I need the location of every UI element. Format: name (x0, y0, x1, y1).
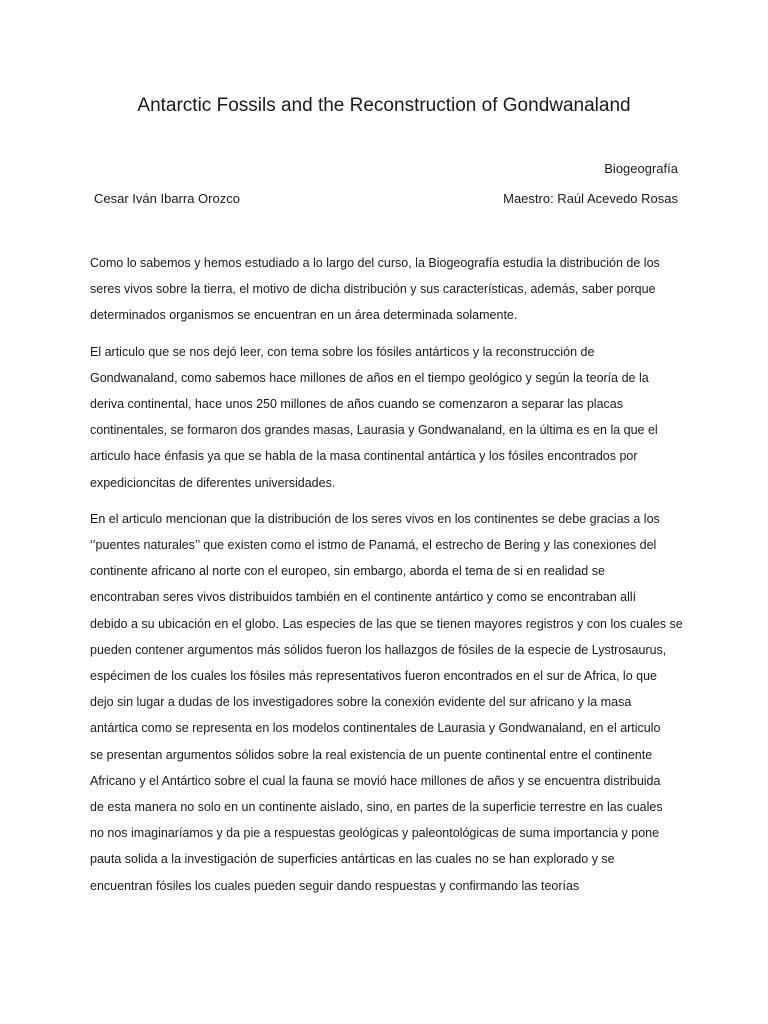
text-line: de esta manera no solo en un continente aislado, sino, en partes de la superficie terrestre en las cuales (90, 800, 663, 815)
text-line: dejo sin lugar a dudas de los investigadores sobre la conexión evidente del sur africano y la masa (90, 695, 632, 710)
paragraph-1 (90, 250, 692, 329)
text-line: se presentan argumentos sólidos sobre la real existencia de un puente continental entre el continente (90, 747, 653, 762)
text-line: continentales, se formaron dos grandes masas, Laurasia y Gondwanaland, en la última es en la que el (90, 423, 658, 438)
text-line: no nos imaginaríamos y da pie a respuestas geológicas y paleontológicas de suma importancia y pone (90, 826, 660, 841)
text-line: espécimen de los cuales los fósiles más representativos fueron encontrados en el sur de Africa, lo que (90, 669, 657, 684)
text-line: expedicioncitas de diferentes universidades. (90, 475, 336, 490)
text-line: encuentran fósiles los cuales pueden seguir dando respuestas y confirmando las teorías (90, 878, 580, 893)
paragraph-3 (90, 506, 692, 899)
text-line: encontraban seres vivos distribuidos también en el continente antártico y como se encontraban allí (90, 590, 637, 605)
document-body (90, 250, 692, 909)
text-line: Como lo sabemos y hemos estudiado a lo largo del curso, la Biogeografía estudia la distribución de los (90, 256, 660, 270)
author-name: Cesar Iván Ibarra Orozco (94, 191, 240, 206)
text-line: seres vivos sobre la tierra, el motivo de dicha distribución y sus características, además, saber porque (90, 282, 656, 297)
text-line: ‘’puentes naturales’’ que existen como el istmo de Panamá, el estrecho de Bering y las conexiones del (90, 538, 657, 553)
text-line: deriva continental, hace unos 250 millones de años cuando se comenzaron a separar las placas (90, 397, 623, 412)
text-line: Africano y el Antártico sobre el cual la fauna se movió hace millones de años y se encuentra distribuida (90, 773, 661, 788)
text-line: debido a su ubicación en el globo. Las especies de las que se tienen mayores registros y con los cuales se (90, 616, 683, 631)
text-line: continente africano al norte con el europeo, sin embargo, aborda el tema de si en realidad se (90, 564, 605, 579)
text-line: determinados organismos se encuentran en un área determinada solamente. (90, 308, 518, 323)
text-line: En el articulo mencionan que la distribución de los seres vivos en los continentes se debe gracias a los (90, 511, 660, 526)
text-line: pauta solida a la investigación de superficies antárticas en las cuales no se han explorado y se (90, 852, 615, 867)
document-title: Antarctic Fossils and the Reconstruction of Gondwanaland (137, 95, 631, 116)
text-line: articulo hace énfasis ya que se habla de la masa continental antártica y los fósiles encontrados por (90, 449, 638, 464)
teacher-name: Maestro: Raúl Acevedo Rosas (503, 191, 678, 206)
text-line: El articulo que se nos dejó leer, con tema sobre los fósiles antárticos y la reconstrucción de (90, 344, 595, 359)
text-line: Gondwanaland, como sabemos hace millones de años en el tiempo geológico y según la teoría de la (90, 370, 649, 385)
paragraph-2 (90, 339, 692, 496)
text-line: antártica como se representa en los modelos continentales de Laurasia y Gondwanaland, en el articulo (90, 721, 661, 736)
text-line: pueden contener argumentos más sólidos fueron los hallazgos de fósiles de la especie de Lystrosaurus, (90, 642, 667, 657)
course-subject: Biogeografía (604, 161, 678, 176)
